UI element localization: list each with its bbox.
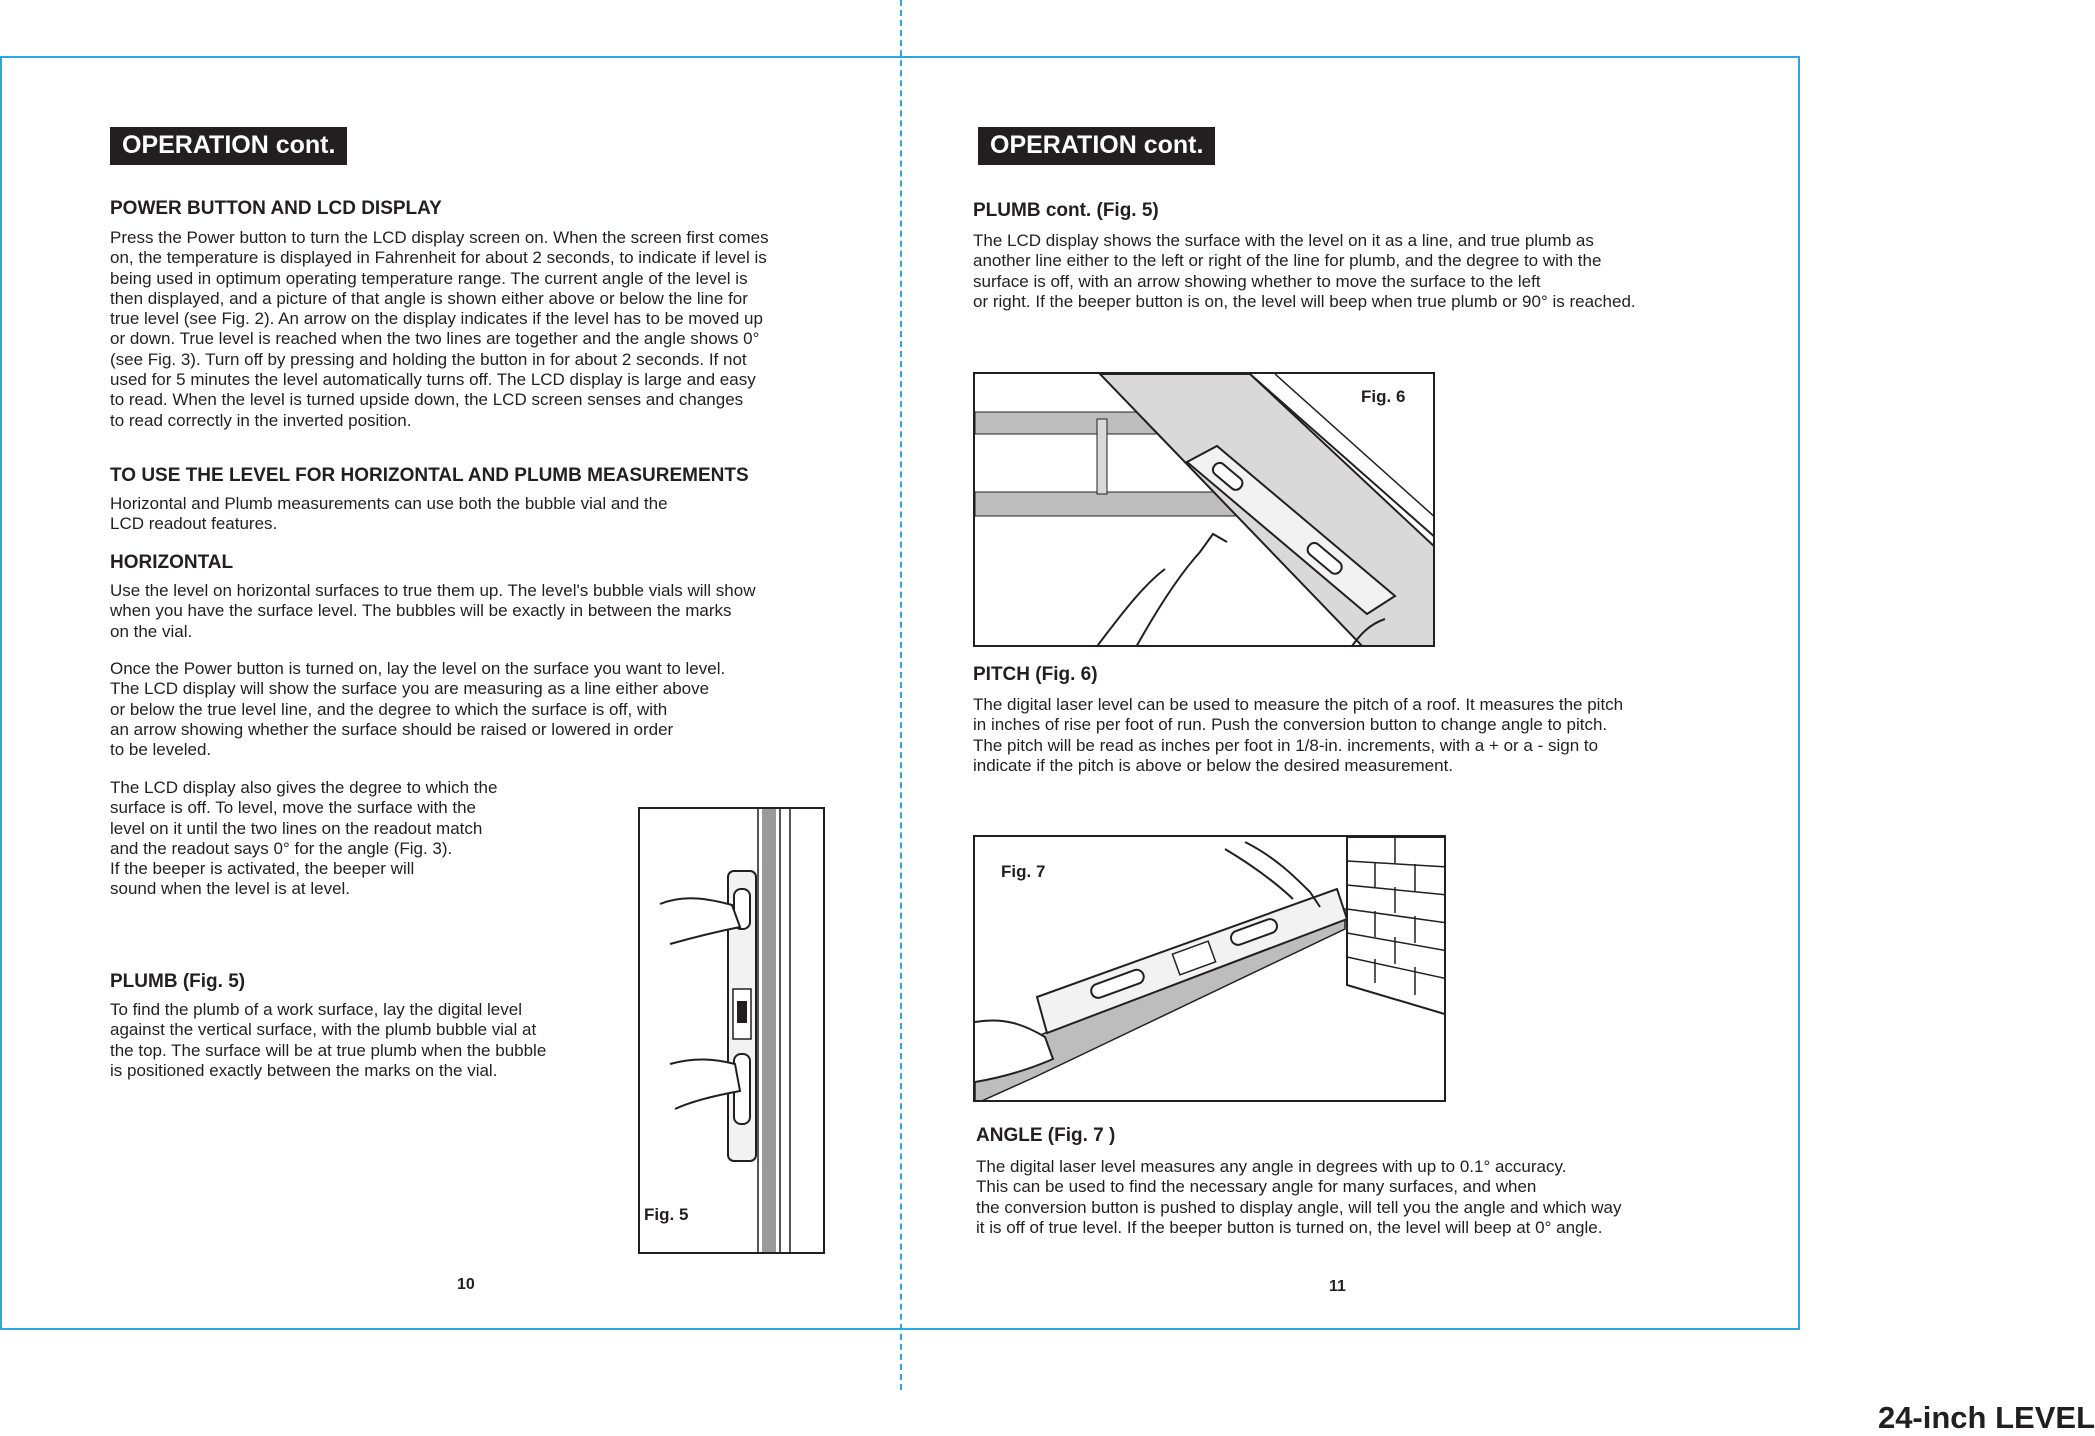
product-name-footer: 24-inch LEVEL	[1877, 1400, 2095, 1435]
figure-6-label: Fig. 6	[1361, 387, 1406, 406]
horizontal-heading: HORIZONTAL	[110, 552, 234, 573]
horizontal-paragraph-3: The LCD display also gives the degree to which the surface is off. To level, move the surface with the level on it until the two lines on the readout match and the readout says 0° for the angle (Fig. 3). If the beeper is activated, the beeper will sound when the level is at level.	[110, 778, 498, 899]
left-section-header: OPERATION cont.	[110, 127, 347, 165]
horizontal-paragraph-1: Use the level on horizontal surfaces to true them up. The level's bubble vials will show when you have the surface level. The bubbles will be exactly in between the marks on the vial.	[110, 581, 756, 641]
figure-5-plumb-illustration	[638, 807, 825, 1254]
angle-heading: ANGLE (Fig. 7 )	[976, 1125, 1116, 1146]
right-section-header: OPERATION cont.	[978, 127, 1215, 165]
power-button-heading: POWER BUTTON AND LCD DISPLAY	[110, 198, 442, 219]
plumb-paragraph: To find the plumb of a work surface, lay the digital level against the vertical surface, with the plumb bubble vial at the top. The surface will be at true plumb when the bubble is positioned exactly between the marks on the vial.	[110, 1000, 547, 1080]
figure-5-label: Fig. 5	[644, 1205, 689, 1224]
horizontal-paragraph-2: Once the Power button is turned on, lay the level on the surface you want to level. The LCD display will show the surface you are measuring as a line either above or below the true level line, and the degree to which the surface is off, with an arrow showing whether the surface should be raised or lowered in order to be leveled.	[110, 659, 726, 760]
plumb-heading: PLUMB (Fig. 5)	[110, 971, 246, 992]
figure-7-label: Fig. 7	[1001, 862, 1046, 881]
right-page-number: 11	[1329, 1278, 1346, 1295]
use-level-paragraph: Horizontal and Plumb measurements can use both the bubble vial and the LCD readout features.	[110, 494, 668, 534]
figure-6-pitch-illustration	[973, 372, 1435, 647]
power-button-paragraph: Press the Power button to turn the LCD display screen on. When the screen first comes on, the temperature is displayed in Fahrenheit for about 2 seconds, to indicate if level is being used in optimum operating temperature range. The current angle of the level is then displayed, and a picture of that angle is shown either above or below the line for true level (see Fig. 2). An arrow on the display indicates if the level has to be moved up or down. True level is reached when the two lines are together and the angle shows 0° (see Fig. 3). Turn off by pressing and holding the button in for about 2 seconds. If not used for 5 minutes the level automatically turns off. The LCD display is large and easy to read. When the level is turned upside down, the LCD screen senses and changes to read correctly in the inverted position.	[110, 228, 769, 430]
left-page-number: 10	[457, 1276, 475, 1293]
plumb-cont-heading: PLUMB cont. (Fig. 5)	[973, 200, 1159, 221]
figure-6-drawing	[975, 374, 1435, 647]
pitch-heading: PITCH (Fig. 6)	[973, 664, 1098, 685]
figure-5-drawing	[640, 809, 825, 1254]
angle-paragraph: The digital laser level measures any angle in degrees with up to 0.1° accuracy. This can be used to find the necessary angle for many surfaces, and when the conversion button is pushed to display angle, will tell you the angle and which way it is off of true level. If the beeper button is turned on, the level will beep at 0° angle.	[976, 1157, 1622, 1237]
pitch-paragraph: The digital laser level can be used to measure the pitch of a roof. It measures the pitch in inches of rise per foot of run. Push the conversion button to change angle to pitch. The pitch will be read as inches per foot in 1/8-in. increments, with a + or a - sign to indicate if the pitch is above or below the desired measurement.	[973, 695, 1624, 775]
figure-7-drawing	[975, 837, 1446, 1102]
plumb-cont-paragraph: The LCD display shows the surface with the level on it as a line, and true plumb as another line either to the left or right of the line for plumb, and the degree to with the surface is off, with an arrow showing whether to move the surface to the left or right. If the beeper button is on, the level will beep when true plumb or 90° is reached.	[973, 231, 1636, 311]
use-level-heading: TO USE THE LEVEL FOR HORIZONTAL AND PLUMB MEASUREMENTS	[110, 465, 749, 486]
center-fold-line	[900, 0, 902, 1390]
